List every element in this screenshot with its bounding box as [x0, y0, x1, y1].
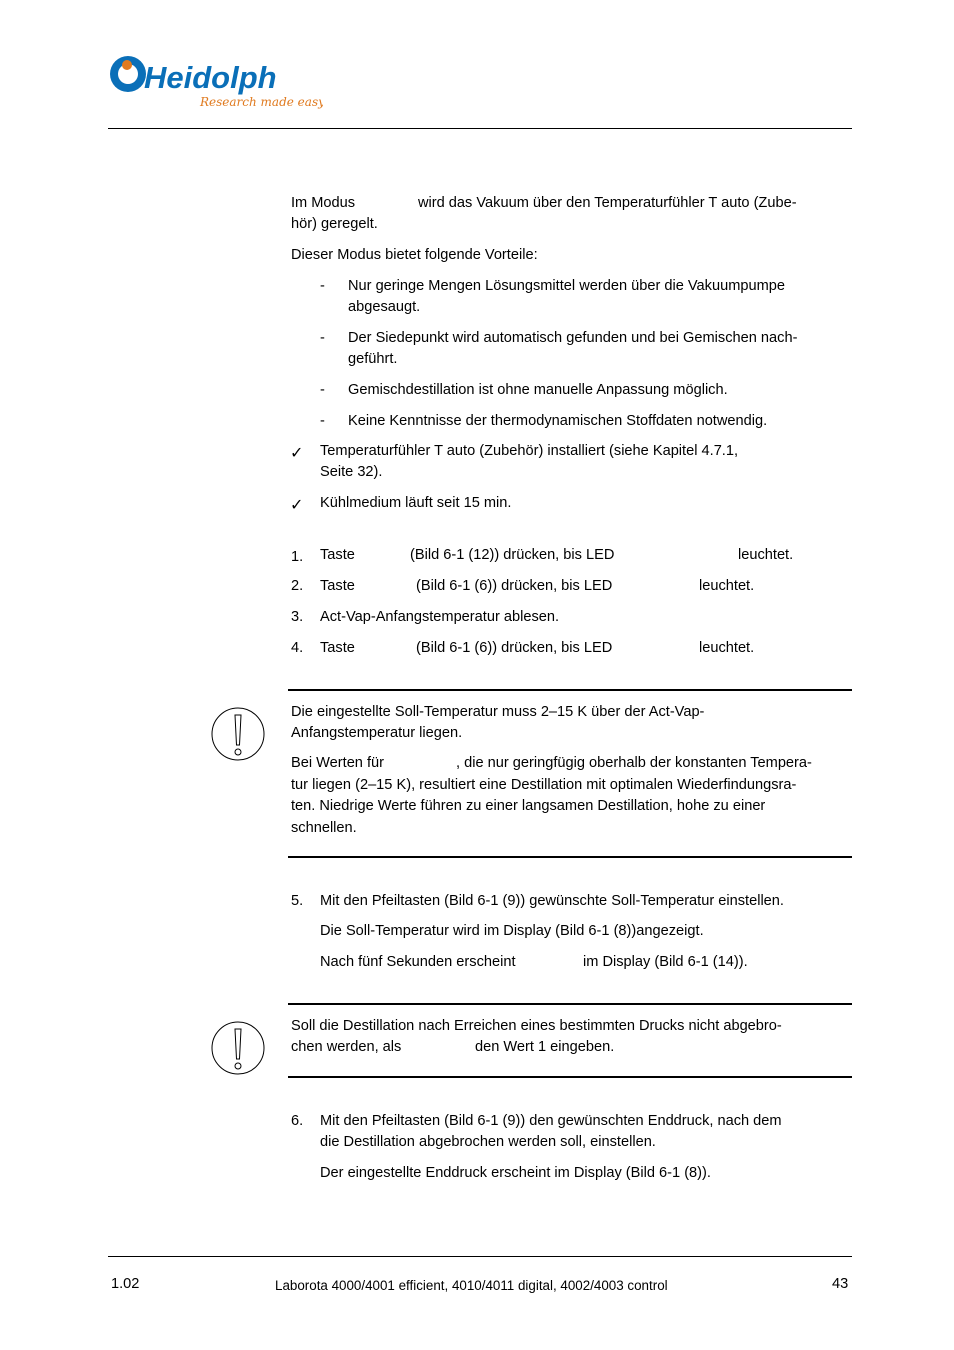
prerequisite-item: Seite 32). — [320, 464, 383, 480]
note-text: schnellen. — [291, 820, 357, 836]
list-bullet: - — [320, 413, 325, 429]
step-text: die Destillation abgebrochen werden soll, einstellen. — [320, 1134, 656, 1150]
note-text: chen werden, als — [291, 1039, 402, 1055]
note-top-rule — [288, 1003, 852, 1005]
note-bottom-rule — [288, 1076, 852, 1078]
note-text: ten. Niedrige Werte führen zu einer langsamen Destillation, hohe zu einer — [291, 798, 766, 814]
checkmark-icon: ✓ — [290, 443, 304, 462]
note-text: Soll die Destillation nach Erreichen eines bestimmten Drucks nicht abgebro- — [291, 1018, 782, 1034]
note-text: tur liegen (2–15 K), resultiert eine Destillation mit optimalen Wiederfindungsra- — [291, 777, 797, 793]
step-number: 3. — [291, 609, 304, 625]
intro-line-2: hör) geregelt. — [291, 216, 378, 232]
prerequisite-item: Temperaturfühler T auto (Zubehör) installiert (siehe Kapitel 4.7.1, — [320, 443, 739, 459]
intro-line-1a: Im Modus — [291, 195, 356, 211]
list-item: Der Siedepunkt wird automatisch gefunden und bei Gemischen nach- — [348, 330, 798, 346]
list-item: Nur geringe Mengen Lösungsmittel werden über die Vakuumpumpe — [348, 278, 785, 294]
list-item: geführt. — [348, 351, 398, 367]
step-text: leuchtet. — [699, 640, 755, 656]
note-text: Bei Werten für — [291, 755, 385, 771]
warning-icon — [209, 1019, 267, 1081]
note-text: den Wert 1 eingeben. — [475, 1039, 615, 1055]
list-bullet: - — [320, 330, 325, 346]
note-text: Die eingestellte Soll-Temperatur muss 2–15 K über der Act-Vap- — [291, 704, 705, 720]
step-text: (Bild 6-1 (6)) drücken, bis LED — [416, 640, 613, 656]
list-bullet: - — [320, 278, 325, 294]
header-rule — [108, 128, 852, 129]
step-text: Act-Vap-Anfangstemperatur ablesen. — [320, 609, 560, 625]
checkmark-icon: ✓ — [290, 495, 304, 514]
list-item: Keine Kenntnisse der thermodynamischen Stoffdaten notwendig. — [348, 413, 768, 429]
step-number: 5. — [291, 893, 304, 909]
step-number: 2. — [291, 578, 304, 594]
step-text: (Bild 6-1 (6)) drücken, bis LED — [416, 578, 613, 594]
step-text: Taste — [320, 640, 355, 656]
page-number: 43 — [832, 1276, 849, 1292]
intro-paragraph-2: Dieser Modus bietet folgende Vorteile: — [291, 247, 538, 263]
step-result: Nach fünf Sekunden erscheint — [320, 954, 516, 970]
step-text: Taste — [320, 578, 355, 594]
step-text: Taste — [320, 547, 355, 563]
heidolph-logo-graphic — [108, 52, 323, 112]
list-item: Gemischdestillation ist ohne manuelle Anpassung möglich. — [348, 382, 728, 398]
step-text: Mit den Pfeiltasten (Bild 6-1 (9)) den gewünschten Enddruck, nach dem — [320, 1113, 782, 1129]
step-result: im Display (Bild 6-1 (14)). — [583, 954, 748, 970]
footer-rule — [108, 1256, 852, 1257]
step-result: Der eingestellte Enddruck erscheint im Display (Bild 6-1 (8)). — [320, 1165, 711, 1181]
step-text: leuchtet. — [738, 547, 794, 563]
note-top-rule — [288, 689, 852, 691]
step-number: 6. — [291, 1113, 304, 1129]
warning-icon — [209, 705, 267, 767]
note-bottom-rule — [288, 856, 852, 858]
step-number: 4. — [291, 640, 304, 656]
list-bullet: - — [320, 382, 325, 398]
step-text: leuchtet. — [699, 578, 755, 594]
footer-title: Laborota 4000/4001 efficient, 4010/4011 digital, 4002/4003 control — [275, 1278, 668, 1293]
step-number: 1. — [291, 549, 304, 565]
footer-version: 1.02 — [111, 1276, 140, 1292]
step-text: (Bild 6-1 (12)) drücken, bis LED — [410, 547, 615, 563]
step-text: Mit den Pfeiltasten (Bild 6-1 (9)) gewünschte Soll-Temperatur einstellen. — [320, 893, 784, 909]
prerequisite-item: Kühlmedium läuft seit 15 min. — [320, 495, 512, 511]
note-text: Anfangstemperatur liegen. — [291, 725, 463, 741]
intro-line-1b: wird das Vakuum über den Temperaturfühler T auto (Zube- — [418, 195, 797, 211]
heidolph-logo — [108, 52, 323, 112]
list-item: abgesaugt. — [348, 299, 421, 315]
step-result: Die Soll-Temperatur wird im Display (Bild 6-1 (8))angezeigt. — [320, 923, 704, 939]
brand-wordmark: Heidolph — [144, 60, 277, 95]
brand-tagline: Research made easy — [200, 95, 323, 109]
note-text: , die nur geringfügig oberhalb der konstanten Tempera- — [456, 755, 812, 771]
